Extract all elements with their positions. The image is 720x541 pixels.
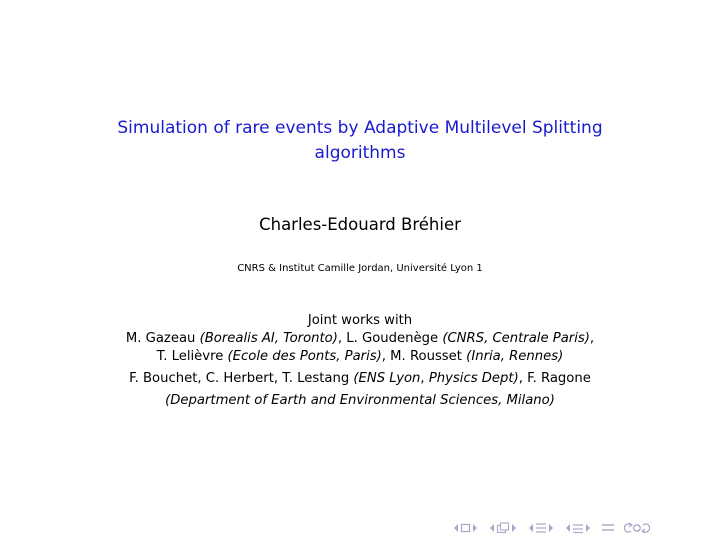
appendix-icon[interactable] xyxy=(601,521,615,535)
document-prev-icon[interactable] xyxy=(564,521,572,535)
affil-rousset: (Inria, Rennes) xyxy=(466,349,564,364)
subsection-prev-icon[interactable] xyxy=(488,521,496,535)
affil-physics-dept: Physics Dept) xyxy=(428,371,519,386)
document-next-icon[interactable] xyxy=(584,521,592,535)
nav-document-group xyxy=(564,521,592,535)
name-ragone: , F. Ragone xyxy=(518,371,591,386)
title-line-2: algorithms xyxy=(314,143,406,163)
affil-gazeau: (Borealis AI, Toronto) xyxy=(199,331,338,346)
name-rousset: , M. Rousset xyxy=(381,349,467,364)
section-prev-icon[interactable] xyxy=(527,521,535,535)
nav-subsection-group xyxy=(488,521,518,535)
search-icon[interactable] xyxy=(624,521,650,535)
frame-icon xyxy=(460,521,471,535)
subsection-icon xyxy=(496,521,510,535)
collaborators-line-2 xyxy=(20,348,700,366)
nav-appendix-group xyxy=(601,521,615,535)
title-line-1: Simulation of rare events by Adaptive Multilevel Splitting xyxy=(117,118,603,138)
name-lelievre: T. Lelièvre xyxy=(156,349,228,364)
nav-search-group xyxy=(624,521,650,535)
slide-title xyxy=(60,116,660,166)
collaborators-line-4 xyxy=(20,392,700,410)
affil-lelievre: (Ecole des Ponts, Paris) xyxy=(227,349,382,364)
navigation-bar xyxy=(452,520,659,536)
affil-milano: (Department of Earth and Environmental Sciences, Milano) xyxy=(165,393,555,408)
subsection-next-icon[interactable] xyxy=(510,521,518,535)
frame-next-icon[interactable] xyxy=(471,521,479,535)
document-icon xyxy=(572,521,584,535)
section-icon xyxy=(535,521,547,535)
section-next-icon[interactable] xyxy=(547,521,555,535)
institute: CNRS & Institut Camille Jordan, Université Lyon 1 xyxy=(237,263,483,274)
affil-ens-lyon: (ENS Lyon xyxy=(353,371,421,386)
separator: , xyxy=(420,371,429,386)
nav-section-group xyxy=(527,521,555,535)
name-goudenege: , L. Goudenège xyxy=(337,331,443,346)
name-gazeau: M. Gazeau xyxy=(125,331,200,346)
collaborators-line-1 xyxy=(20,330,700,348)
nav-frame-group xyxy=(452,521,479,535)
author: Charles-Edouard Bréhier xyxy=(259,215,461,234)
separator: , xyxy=(589,331,595,346)
frame-prev-icon[interactable] xyxy=(452,521,460,535)
collaborators xyxy=(20,312,700,410)
affil-goudenege: (CNRS, Centrale Paris) xyxy=(442,331,590,346)
joint-intro: Joint works with xyxy=(307,313,413,328)
names-bouchet-herbert-lestang: F. Bouchet, C. Herbert, T. Lestang xyxy=(129,371,354,386)
collaborators-line-3 xyxy=(20,370,700,388)
